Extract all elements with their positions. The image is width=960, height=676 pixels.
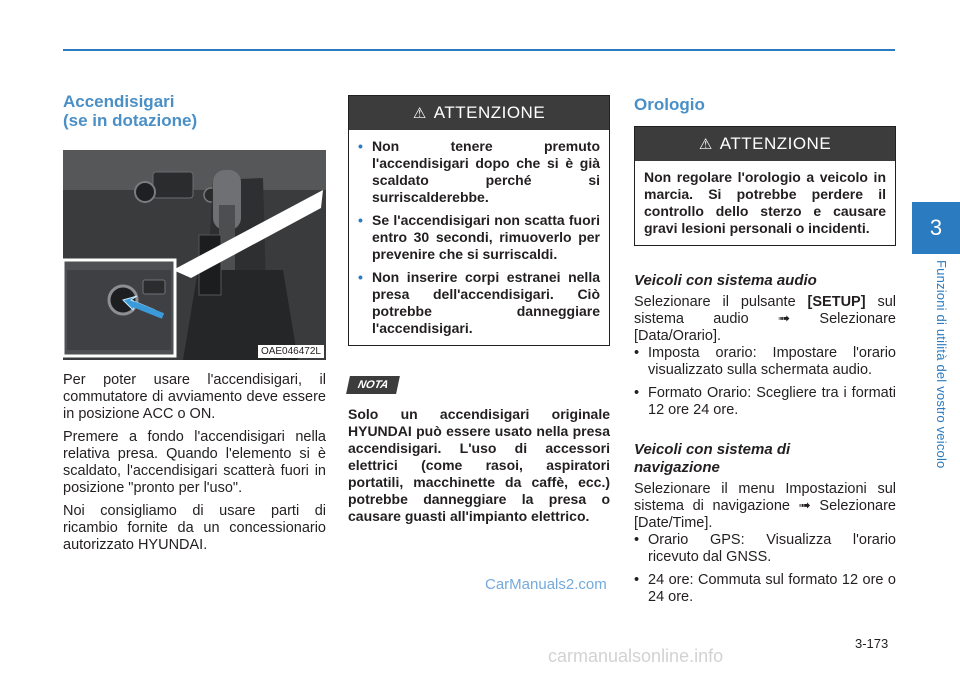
bullet-icon: • (634, 532, 640, 548)
nav-heading-line1: Veicoli con sistema di (634, 441, 791, 458)
section-title (63, 92, 326, 130)
watermark-link[interactable]: CarManuals2.com (485, 576, 607, 593)
bullet-icon: • (634, 385, 640, 401)
image-code: OAE046472L (258, 345, 324, 358)
nav-intro: Selezionare il menu Impostazioni sul sistema di navigazione ➟ Selezionare [Date/Time]. (634, 481, 896, 531)
chapter-tab: 3 (912, 202, 960, 254)
bullet-icon: • (634, 345, 640, 361)
warning-triangle-icon: ⚠ (412, 105, 427, 122)
warning-item (358, 212, 600, 263)
audio-heading: Veicoli con sistema audio (634, 272, 817, 289)
audio-intro-text: Selezionare il pulsante (634, 294, 808, 310)
list-item-text: Formato Orario: Scegliere tra i formati 12 ore 24 ore. (648, 385, 896, 418)
watermark-text: carmanualsonline.info (548, 646, 724, 666)
list-item (634, 385, 896, 419)
warning-header (349, 96, 609, 130)
top-rule (63, 49, 895, 51)
list-item-text: Imposta orario: Impostare l'orario visualizzato sulla schermata audio. (648, 345, 896, 378)
bullet-icon: • (634, 572, 640, 588)
warning-text: Non regolare l'orologio a veicolo in marcia. Si potrebbe perdere il controllo dello sterzo e causare gravi lesioni personali o incidenti. (644, 169, 886, 236)
warning-box (348, 95, 610, 346)
warning-title: ATTENZIONE (433, 103, 546, 122)
clock-section (634, 92, 896, 606)
warning-box (634, 126, 896, 246)
paragraph: Per poter usare l'accendisigari, il commutatore di avviamento deve essere in posizione ACC o ON. (63, 372, 326, 422)
warning-body (635, 161, 895, 245)
paragraph: Premere a fondo l'accendisigari nella relativa presa. Quando l'elemento si è scaldato, l'accendisigari scatterà fuori in posizione "pronto per l'uso". (63, 429, 326, 496)
warning-body (349, 130, 609, 345)
cigarette-lighter-photo (63, 150, 326, 360)
audio-intro-text: sul sistema audio ➟ Selezionare [Data/Orario]. (634, 294, 896, 344)
warning-item (358, 138, 600, 206)
list-item (634, 532, 896, 566)
list-item (634, 572, 896, 606)
warning-header (635, 127, 895, 161)
list-item (634, 345, 896, 379)
title-line2: (se in dotazione) (63, 111, 198, 130)
warning-item-text: Non inserire corpi estranei nella presa dell'accendisigari. Ciò potrebbe danneggiare l'accendisigari. (372, 269, 600, 336)
audio-intro (634, 294, 896, 345)
bullet-icon: • (358, 212, 363, 228)
bullet-icon: • (358, 269, 363, 285)
lighter-warnings-section (348, 95, 610, 525)
title-line1: Accendisigari (63, 92, 175, 111)
cigarette-lighter-section (63, 92, 326, 554)
warning-item-text: Non tenere premuto l'accendisigari dopo che si è già scaldato perché si surriscalderebbe. (372, 138, 600, 205)
page-number: 3-173 (855, 636, 889, 651)
bullet-icon: • (358, 138, 363, 154)
list-item-text: Orario GPS: Visualizza l'orario ricevuto dal GNSS. (648, 532, 896, 565)
list-item-text: 24 ore: Commuta sul formato 12 ore o 24 ore. (648, 572, 896, 605)
warning-item (358, 269, 600, 337)
console-illustration (63, 150, 326, 360)
nota-label: NOTA (346, 376, 400, 394)
paragraph: Noi consigliamo di usare parti di ricambio fornite da un concessionario autorizzato HYUNDAI. (63, 503, 326, 553)
warning-triangle-icon: ⚠ (698, 136, 713, 153)
warning-item-text: Se l'accendisigari non scatta fuori entro 30 secondi, rimuoverlo per prevenire che si surriscaldi. (372, 212, 600, 262)
nota-text: Solo un accendisigari originale HYUNDAI può essere usato nella presa accendisigari. L'uso di accessori elettrici (come rasoi, aspiratori portatili, macchinette da caffè, ecc.) potrebbe danneggiare la presa o causare guasti all'impianto elettrico. (348, 406, 610, 524)
chapter-title: Funzioni di utilità del vostro veicolo (934, 260, 949, 469)
nav-heading-line2: navigazione (634, 459, 720, 476)
section-title: Orologio (634, 95, 705, 114)
setup-button-label: [SETUP] (807, 294, 866, 310)
warning-title: ATTENZIONE (719, 134, 832, 153)
nav-heading (634, 441, 896, 477)
